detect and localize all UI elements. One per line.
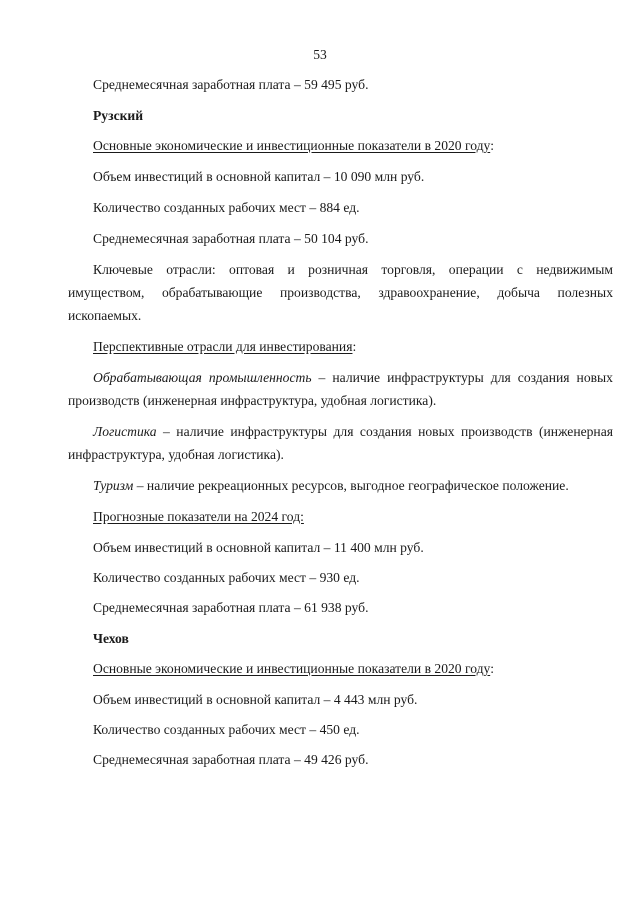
page-number: 53 (313, 47, 327, 62)
chekhov-investment-2020: Объем инвестиций в основной капитал – 4 443 млн руб. (93, 692, 418, 707)
ruza-indicators-2020-text: Основные экономические и инвестиционные показатели в 2020 году (93, 138, 491, 153)
ruza-prospective-text: Перспективные отрасли для инвестирования (93, 339, 353, 354)
tourism-desc: – наличие рекреационных ресурсов, выгодное географическое положение. (133, 478, 569, 493)
ruza-prospective-heading (93, 339, 356, 355)
section-title-chekhov: Чехов (93, 631, 129, 646)
logistics-line-1 (93, 424, 613, 440)
tourism-line (93, 478, 569, 494)
ruza-indicators-2020-heading (93, 138, 494, 154)
ruza-jobs-2020: Количество созданных рабочих мест – 884 ед. (93, 200, 360, 215)
manufacturing-desc: – наличие инфраструктуры для создания новых (311, 370, 613, 385)
ruza-key-sectors-line-3: ископаемых. (68, 308, 142, 323)
ruza-investment-2020: Объем инвестиций в основной капитал – 10 090 млн руб. (93, 169, 425, 184)
manufacturing-line-1 (93, 370, 613, 386)
ruza-key-sectors-line-1: Ключевые отрасли: оптовая и розничная торговля, операции с недвижимым (93, 262, 613, 277)
colon: : (490, 138, 494, 153)
colon: : (352, 339, 357, 354)
colon: : (490, 661, 494, 676)
ruza-salary-2024: Среднемесячная заработная плата – 61 938 руб. (93, 600, 369, 615)
salary-previous-district: Среднемесячная заработная плата – 59 495 руб. (93, 77, 369, 92)
chekhov-indicators-2020-text: Основные экономические и инвестиционные показатели в 2020 году (93, 661, 491, 676)
ruza-investment-2024: Объем инвестиций в основной капитал – 11 400 млн руб. (93, 540, 424, 555)
logistics-desc: – наличие инфраструктуры для создания новых производств (инженерная (156, 424, 613, 439)
tourism-term: Туризм (93, 478, 134, 493)
chekhov-indicators-2020-heading (93, 661, 494, 677)
manufacturing-line-2: производств (инженерная инфраструктура, удобная логистика). (68, 393, 437, 408)
ruza-salary-2020: Среднемесячная заработная плата – 50 104 руб. (93, 231, 369, 246)
logistics-line-2: инфраструктура, удобная логистика). (68, 447, 284, 462)
logistics-term: Логистика (93, 424, 157, 439)
chekhov-jobs-2020: Количество созданных рабочих мест – 450 ед. (93, 722, 360, 737)
chekhov-salary-2020: Среднемесячная заработная плата – 49 426 руб. (93, 752, 369, 767)
ruza-jobs-2024: Количество созданных рабочих мест – 930 ед. (93, 570, 360, 585)
ruza-forecast-heading: Прогнозные показатели на 2024 год: (93, 509, 304, 524)
section-title-ruza: Рузский (93, 108, 144, 123)
ruza-key-sectors-line-2: имуществом, обрабатывающие производства, здравоохранение, добыча полезных (68, 285, 613, 300)
manufacturing-term: Обрабатывающая промышленность (93, 370, 312, 385)
